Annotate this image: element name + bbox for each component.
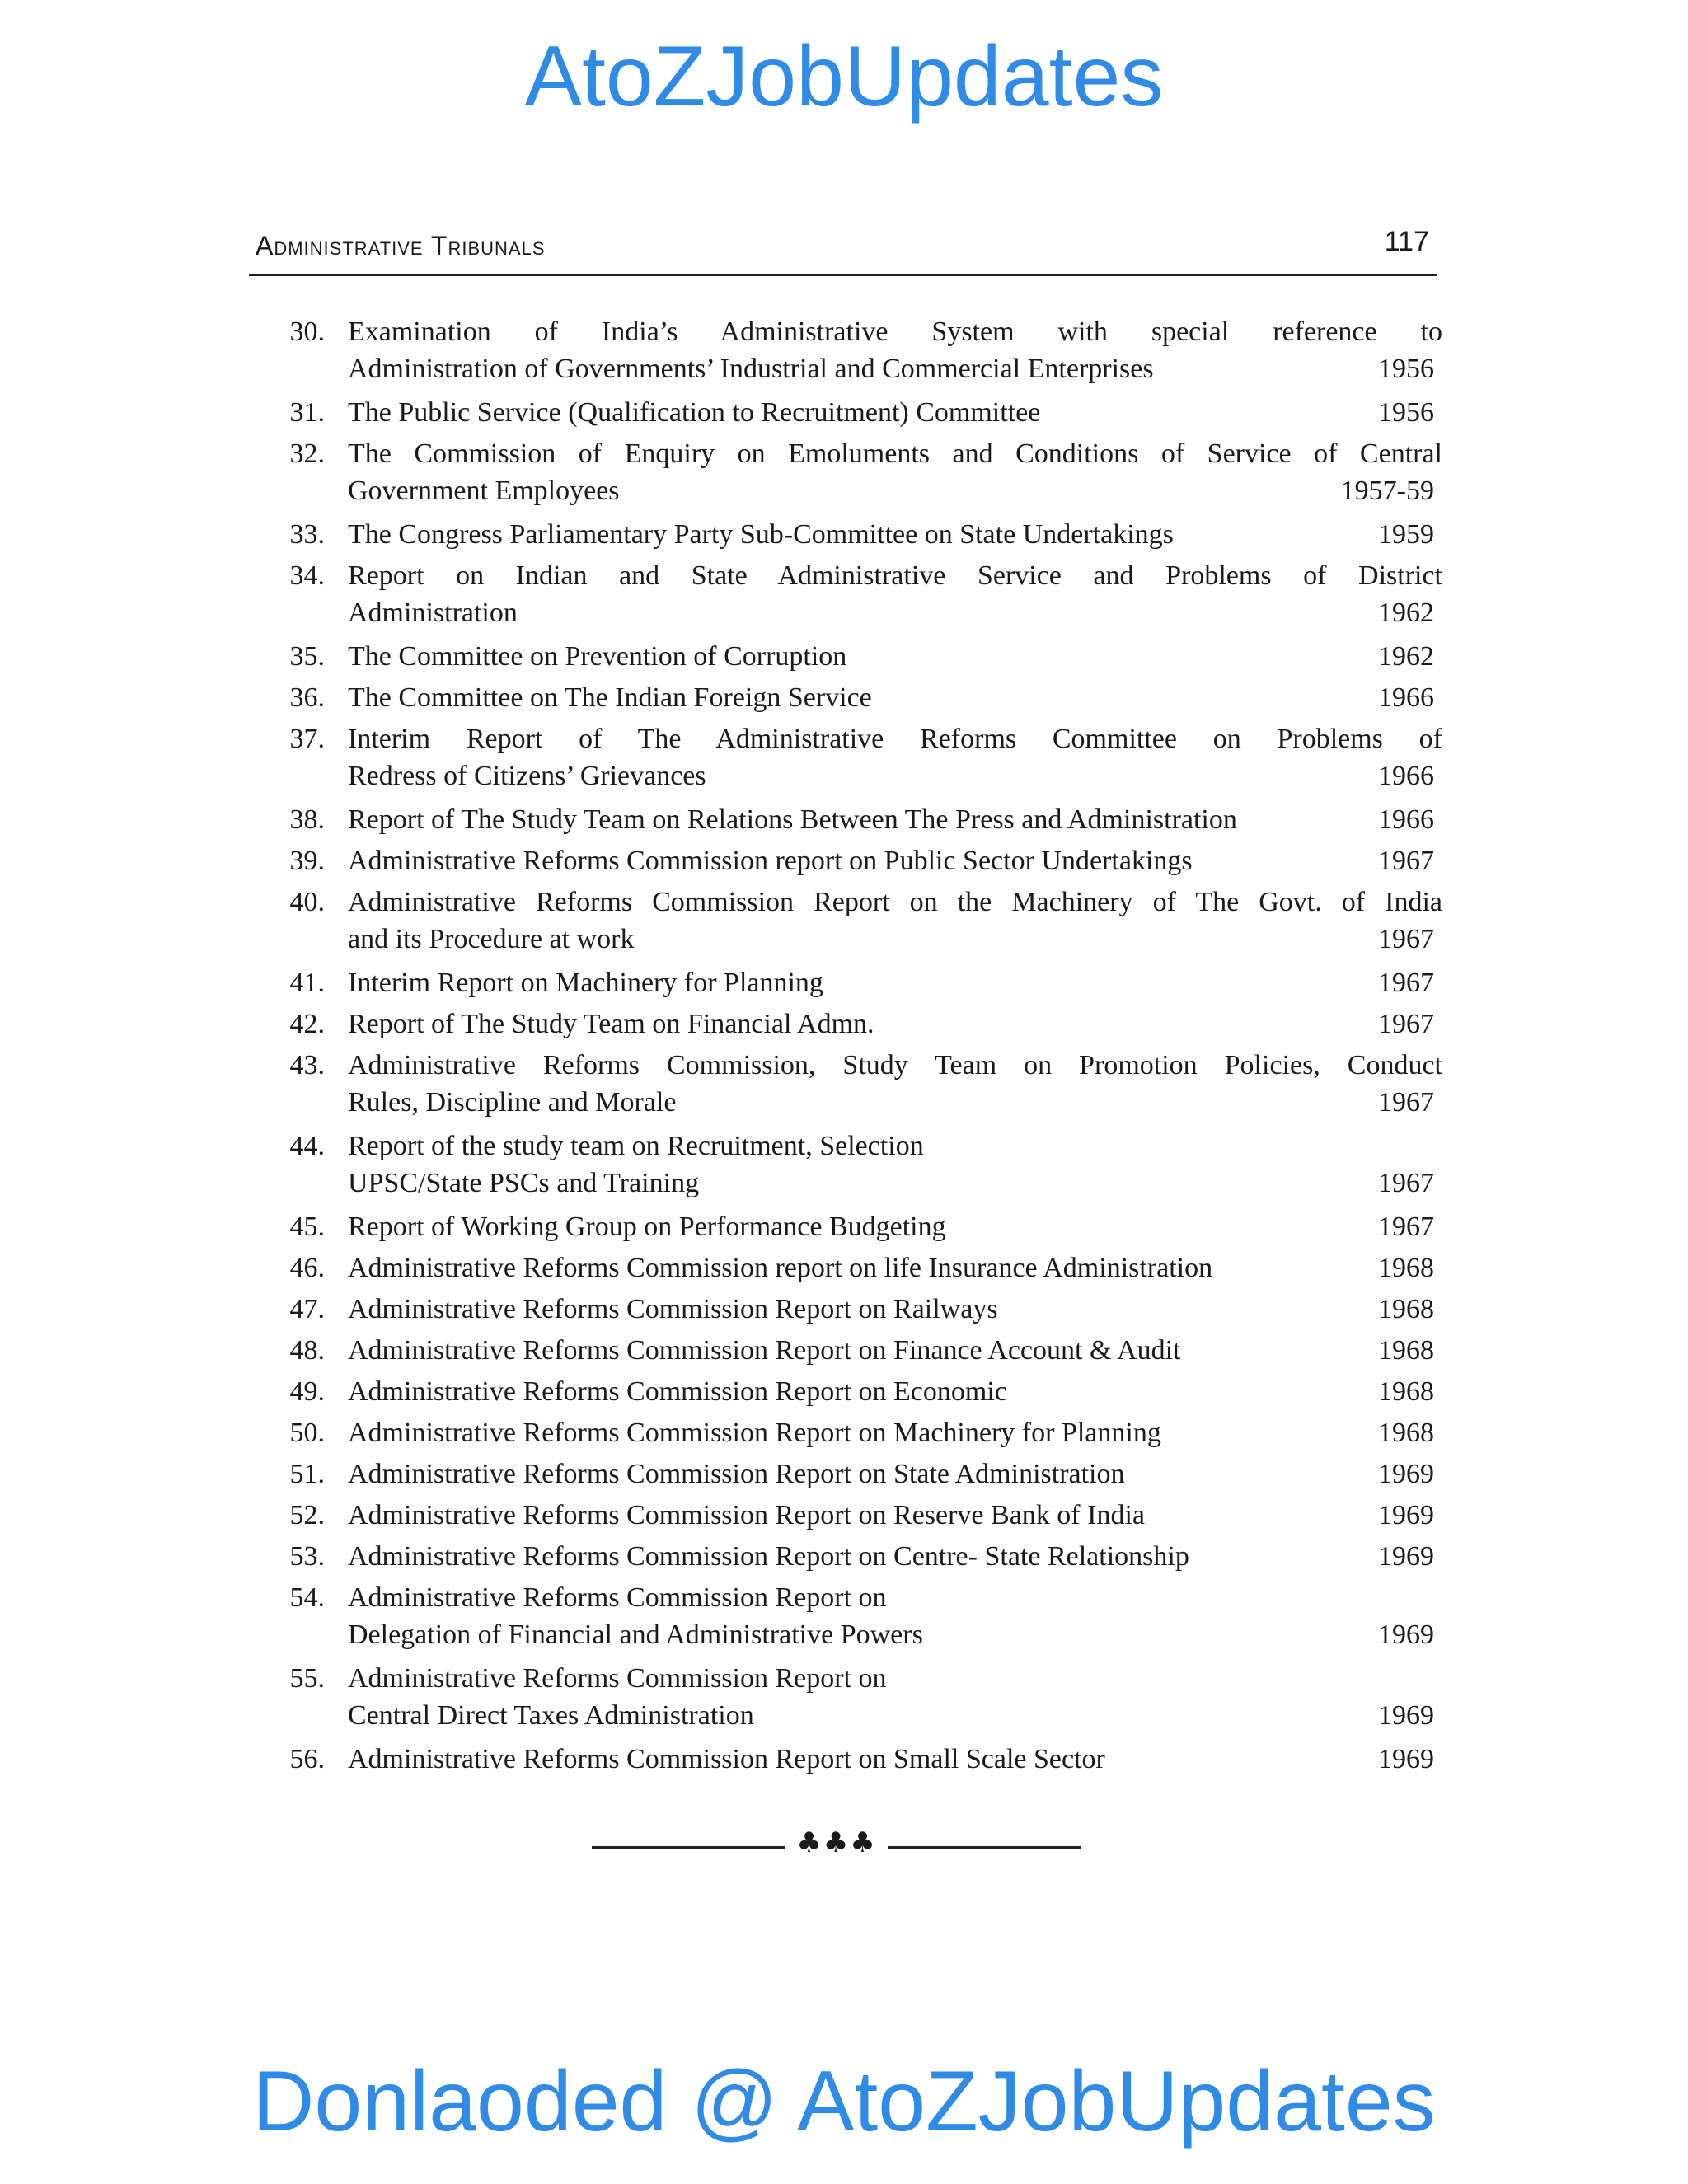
item-year: 1967 (1378, 1168, 1434, 1198)
item-year: 1967 (1378, 924, 1434, 954)
list-item (272, 1414, 1442, 1451)
item-number: 35. (289, 641, 325, 672)
item-number: 48. (289, 1335, 325, 1366)
item-year: 1962 (1378, 598, 1434, 628)
item-number: 40. (289, 887, 325, 917)
item-number: 49. (289, 1376, 325, 1407)
page-number: 117 (1384, 226, 1429, 257)
list-item (272, 1332, 1442, 1369)
item-title: Administrative Reforms Commission, Study Team on Promotion Policies, Conduct (348, 1050, 1442, 1080)
item-title: Administrative Reforms Commission Report on Small Scale Sector (348, 1744, 1105, 1774)
item-title-continued: Administration of Governments’ Industrial and Commercial Enterprises (348, 354, 1154, 384)
item-number: 52. (289, 1500, 325, 1530)
item-year: 1956 (1378, 354, 1434, 384)
list-item (272, 1208, 1442, 1245)
item-title: Administrative Reforms Commission Report on Centre- State Relationship (348, 1541, 1189, 1572)
item-title: Report on Indian and State Administrative Service and Problems of District (348, 560, 1442, 591)
list-item (272, 1579, 1442, 1653)
item-title: The Congress Parliamentary Party Sub-Committee on State Undertakings (348, 519, 1174, 550)
item-number: 32. (289, 438, 325, 469)
item-year: 1962 (1378, 641, 1434, 672)
item-number: 34. (289, 560, 325, 591)
item-year: 1969 (1378, 1459, 1434, 1489)
item-number: 50. (289, 1418, 325, 1448)
item-title: Report of the study team on Recruitment, Selection (348, 1131, 924, 1161)
item-number: 55. (289, 1663, 325, 1694)
item-title: Administrative Reforms Commission Report on Railways (348, 1294, 998, 1324)
item-number: 45. (289, 1212, 325, 1242)
item-title-continued: Delegation of Financial and Administrative Powers (348, 1619, 923, 1650)
item-year: 1956 (1378, 397, 1434, 428)
item-number: 31. (289, 397, 325, 428)
list-item (272, 720, 1442, 794)
item-title: The Public Service (Qualification to Recruitment) Committee (348, 397, 1041, 428)
item-title: Administrative Reforms Commission Report on the Machinery of The Govt. of India (348, 887, 1442, 917)
list-item (272, 1373, 1442, 1410)
list-item (272, 1741, 1442, 1778)
item-year: 1966 (1378, 804, 1434, 835)
item-year: 1968 (1378, 1294, 1434, 1324)
item-number: 46. (289, 1253, 325, 1283)
item-number: 41. (289, 968, 325, 998)
item-title-continued: UPSC/State PSCs and Training (348, 1168, 700, 1198)
item-title: Administrative Reforms Commission Report on (348, 1663, 887, 1694)
item-title-continued: Administration (348, 598, 518, 628)
list-item (272, 394, 1442, 431)
running-header-title: Administrative Tribunals (256, 231, 546, 260)
list-item (272, 638, 1442, 675)
list-item (272, 679, 1442, 716)
item-title: Administrative Reforms Commission Report on Finance Account & Audit (348, 1335, 1181, 1366)
item-year: 1968 (1378, 1253, 1434, 1283)
list-item (272, 842, 1442, 879)
item-title: Administrative Reforms Commission Report on Machinery for Planning (348, 1418, 1161, 1448)
item-year: 1967 (1378, 968, 1434, 998)
section-end-ornament (592, 1826, 1081, 1868)
item-year: 1967 (1378, 1212, 1434, 1242)
item-title: Administrative Reforms Commission Report on State Administration (348, 1459, 1125, 1489)
item-year: 1966 (1378, 761, 1434, 791)
item-year: 1967 (1378, 1009, 1434, 1039)
list-item (272, 557, 1442, 631)
item-title: Report of The Study Team on Relations Between The Press and Administration (348, 804, 1237, 835)
list-item (272, 1538, 1442, 1575)
item-title: Administrative Reforms Commission Report on Reserve Bank of India (348, 1500, 1145, 1530)
item-year: 1969 (1378, 1744, 1434, 1774)
item-year: 1969 (1378, 1541, 1434, 1572)
item-title: Administrative Reforms Commission Report on Economic (348, 1376, 1007, 1407)
item-title-continued: Government Employees (348, 476, 620, 506)
item-title: Report of The Study Team on Financial Admn. (348, 1009, 874, 1039)
item-title: Administrative Reforms Commission report on life Insurance Administration (348, 1253, 1213, 1283)
running-header (249, 224, 1437, 276)
item-year: 1969 (1378, 1700, 1434, 1731)
list-item (272, 1497, 1442, 1534)
list-item (272, 516, 1442, 553)
watermark-bottom: Donlaoded @ AtoZJobUpdates (252, 2054, 1436, 2149)
list-item (272, 1047, 1442, 1121)
list-item (272, 1127, 1442, 1202)
item-title-continued: Rules, Discipline and Morale (348, 1087, 677, 1118)
list-item (272, 313, 1442, 387)
item-year: 1968 (1378, 1335, 1434, 1366)
item-number: 56. (289, 1744, 325, 1774)
item-year: 1967 (1378, 1087, 1434, 1118)
list-item (272, 964, 1442, 1001)
item-number: 51. (289, 1459, 325, 1489)
item-number: 43. (289, 1050, 325, 1080)
list-item (272, 1005, 1442, 1043)
item-year: 1969 (1378, 1500, 1434, 1530)
item-year: 1967 (1378, 846, 1434, 876)
item-number: 36. (289, 682, 325, 713)
item-title-continued: Redress of Citizens’ Grievances (348, 761, 706, 791)
watermark-top: AtoZJobUpdates (524, 29, 1164, 124)
item-title-continued: and its Procedure at work (348, 924, 635, 954)
item-title: Administrative Reforms Commission Report on (348, 1582, 887, 1613)
item-year: 1957-59 (1340, 476, 1434, 506)
item-title: Administrative Reforms Commission report on Public Sector Undertakings (348, 846, 1193, 876)
item-title: Report of Working Group on Performance Budgeting (348, 1212, 946, 1242)
item-number: 37. (289, 724, 325, 754)
item-number: 44. (289, 1131, 325, 1161)
list-item (272, 1660, 1442, 1734)
list-item (272, 1249, 1442, 1286)
list-item (272, 1455, 1442, 1493)
ornament-rule-right (888, 1846, 1081, 1849)
item-number: 53. (289, 1541, 325, 1572)
list-item (272, 801, 1442, 838)
club-suit-icon: ♣♣♣ (796, 1826, 877, 1859)
item-title: Interim Report on Machinery for Planning (348, 968, 823, 998)
item-number: 33. (289, 519, 325, 550)
list-item (272, 435, 1442, 509)
item-year: 1966 (1378, 682, 1434, 713)
report-list (272, 313, 1442, 1782)
item-title: The Committee on Prevention of Corruption (348, 641, 847, 672)
item-number: 30. (289, 316, 325, 347)
item-year: 1959 (1378, 519, 1434, 550)
item-number: 54. (289, 1582, 325, 1613)
item-year: 1968 (1378, 1418, 1434, 1448)
item-number: 38. (289, 804, 325, 835)
item-number: 42. (289, 1009, 325, 1039)
item-year: 1969 (1378, 1619, 1434, 1650)
item-title: The Commission of Enquiry on Emoluments and Conditions of Service of Central (348, 438, 1442, 469)
item-number: 39. (289, 846, 325, 876)
item-number: 47. (289, 1294, 325, 1324)
list-item (272, 1291, 1442, 1328)
item-title-continued: Central Direct Taxes Administration (348, 1700, 754, 1731)
item-year: 1968 (1378, 1376, 1434, 1407)
item-title: Examination of India’s Administrative System with special reference to (348, 316, 1442, 347)
list-item (272, 883, 1442, 958)
item-title: Interim Report of The Administrative Reforms Committee on Problems of (348, 724, 1442, 754)
item-title: The Committee on The Indian Foreign Service (348, 682, 872, 713)
